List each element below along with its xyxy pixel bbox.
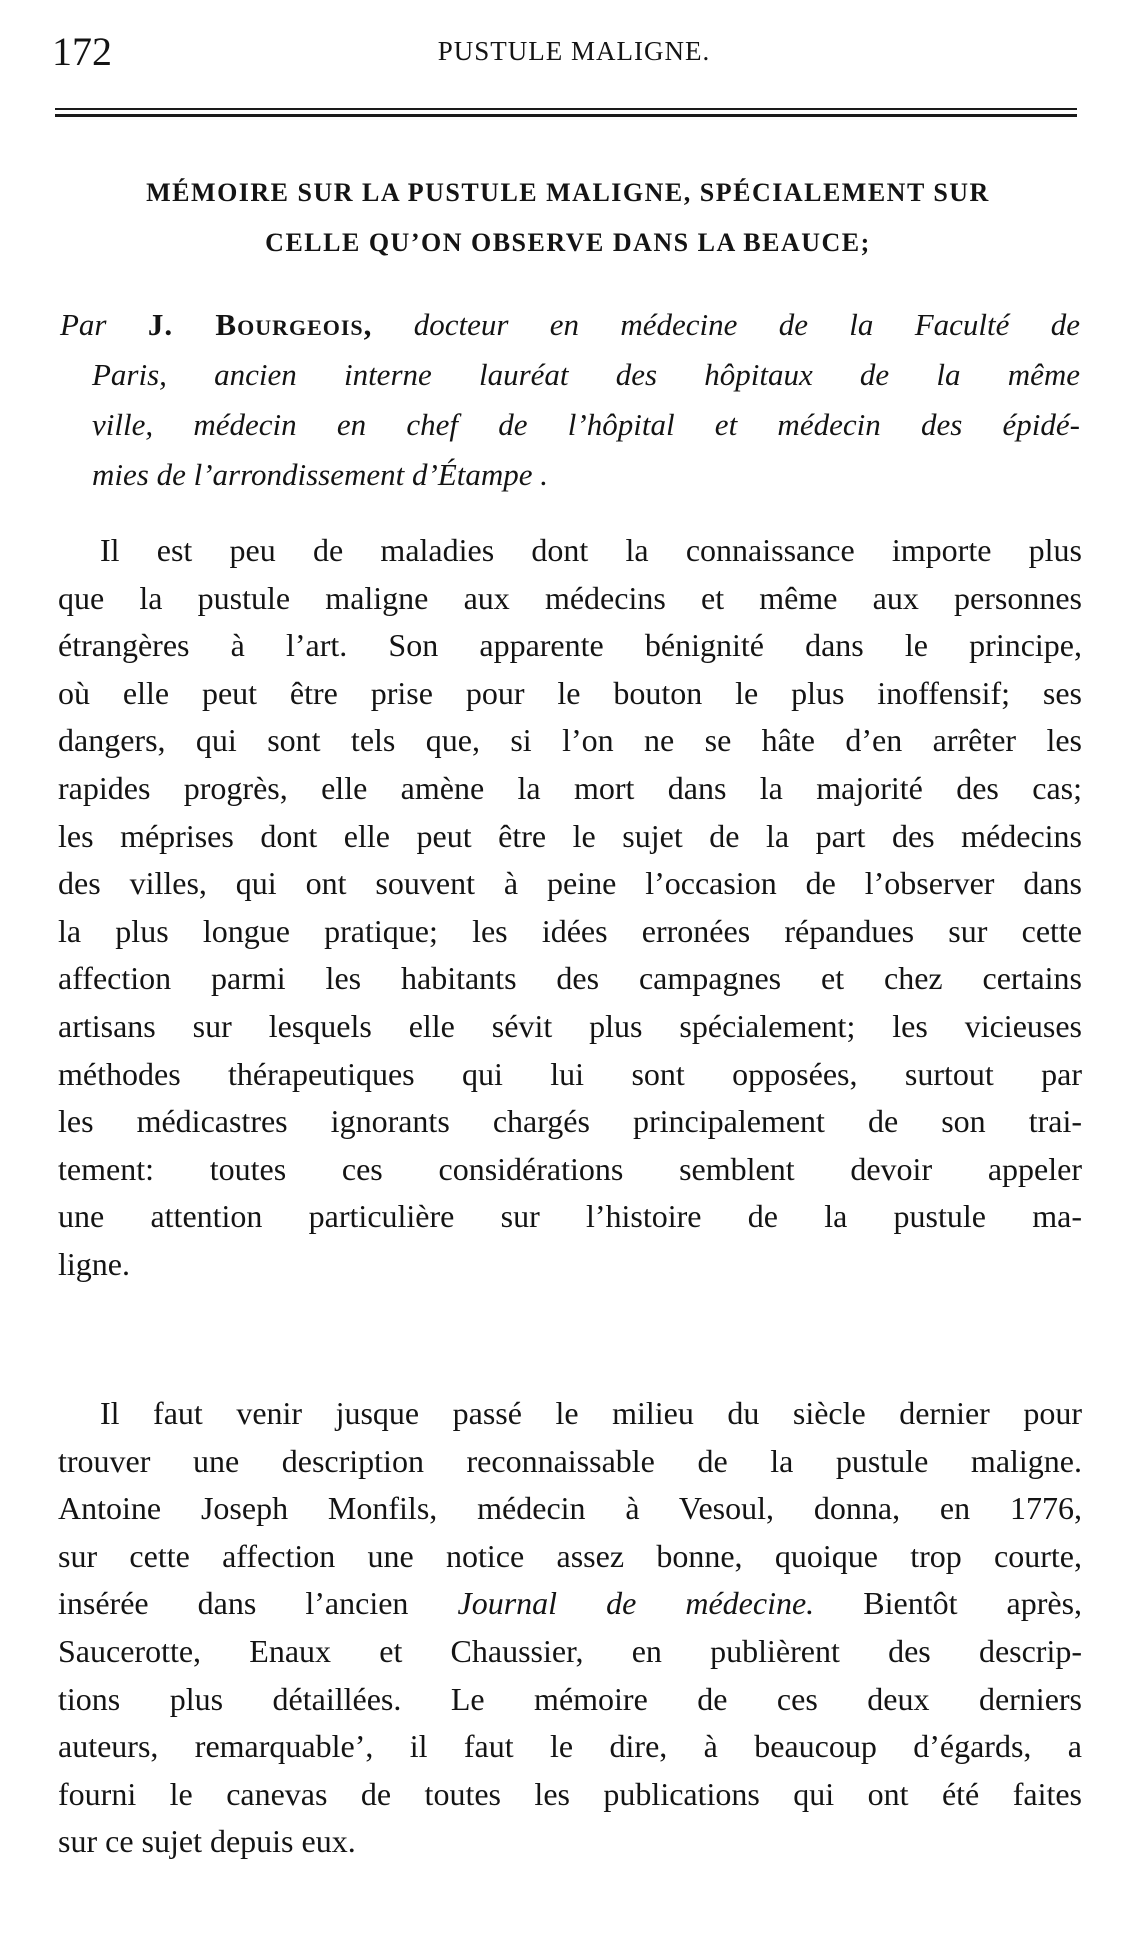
text-line: auteurs, remarquable’, il faut le dire, à beaucoup d’égards, a [58,1728,1082,1765]
text-line: sur cette affection une notice assez bonne, quoique trop courte, [58,1537,1082,1574]
page-number: 172 [52,29,112,74]
byline-line-1 [60,300,1080,350]
paragraph-2 [58,1390,1082,1866]
text-line: affection parmi les habitants des campagnes et chez certains [58,960,1082,997]
text-line: la plus longue pratique; les idées erronées répandues sur cette [58,912,1082,949]
text-line: où elle peut être prise pour le bouton le plus inoffensif; ses [58,674,1082,711]
title-line-1: MÉMOIRE SUR LA PUSTULE MALIGNE, SPÉCIALEMENT SUR [146,178,990,207]
text-line: dangers, qui sont tels que, si l’on ne se hâte d’en arrêter les [58,722,1082,759]
byline-line-4: mies de l’arrondissement d’Étampe . [92,457,549,492]
text-segment: insérée dans l’ancien [58,1585,409,1622]
text-line: que la pustule maligne aux médecins et même aux personnes [58,579,1082,616]
text-line: Saucerotte, Enaux et Chaussier, en publièrent des descrip- [58,1632,1082,1669]
byline-line-3: ville, médecin en chef de l’hôpital et médecin des épidé- [92,407,1080,442]
text-segment: Bientôt après, [863,1585,1083,1622]
byline-line-1-rest: docteur en médecine de la Faculté de [413,307,1081,342]
text-line: Il est peu de maladies dont la connaissance importe plus [100,532,1082,568]
text-line: les médicastres ignorants chargés principalement de son trai- [58,1103,1082,1140]
text-line: étrangères à l’art. Son apparente bénignité dans le principe, [58,627,1082,664]
header-rule-thick [55,114,1077,117]
text-line: Antoine Joseph Monfils, médecin à Vesoul, donna, en 1776, [58,1490,1082,1527]
title-line-2: CELLE QU’ON OBSERVE DANS LA BEAUCE; [265,228,871,257]
byline-line-2: Paris, ancien interne lauréat des hôpitaux de la même [92,357,1080,392]
text-line [58,1580,1082,1628]
text-line: artisans sur lesquels elle sévit plus spécialement; les vicieuses [58,1007,1082,1044]
header-rule-thin [55,108,1077,110]
text-line: rapides progrès, elle amène la mort dans la majorité des cas; [58,769,1082,806]
byline [60,300,1080,500]
text-line: méthodes thérapeutiques qui lui sont opposées, surtout par [58,1055,1082,1092]
text-line: des villes, qui ont souvent à peine l’occasion de l’observer dans [58,865,1082,902]
paragraph-1 [58,527,1082,1289]
text-line: Il faut venir jusque passé le milieu du siècle dernier pour [100,1395,1082,1431]
text-line: ligne. [58,1245,130,1282]
article-title [60,168,1076,268]
text-line: fourni le canevas de toutes les publications qui ont été faites [58,1775,1082,1812]
journal-title: Journal de médecine. [457,1585,815,1622]
page-header [0,18,1148,78]
text-line: trouver une description reconnaissable de la pustule maligne. [58,1442,1082,1479]
text-line: tement: toutes ces considérations semblent devoir appeler [58,1150,1082,1187]
text-line: sur ce sujet depuis eux. [58,1823,356,1860]
author-name: J. Bourgeois, [147,307,373,342]
running-head: PUSTULE MALIGNE. [437,36,711,66]
byline-prefix: Par [60,307,107,342]
text-line: les méprises dont elle peut être le sujet de la part des médecins [58,817,1082,854]
text-line: une attention particulière sur l’histoire de la pustule ma- [58,1198,1082,1235]
text-line: tions plus détaillées. Le mémoire de ces deux derniers [58,1680,1082,1717]
